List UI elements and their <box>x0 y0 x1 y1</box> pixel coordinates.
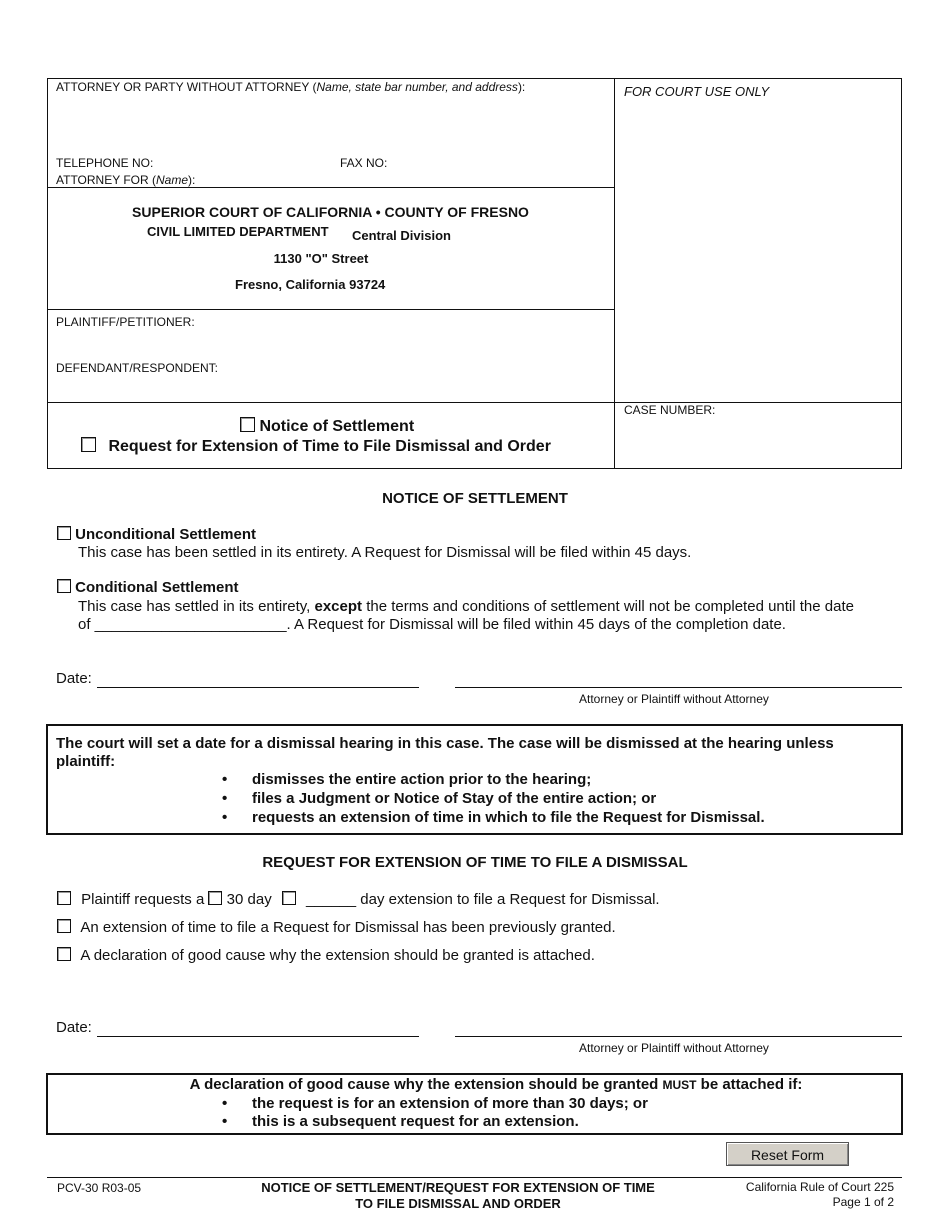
plaintiff-requests-checkbox[interactable] <box>57 891 71 905</box>
footer-rule <box>47 1177 902 1178</box>
unconditional-text: This case has been settled in its entirety. A Request for Dismissal will be filed within 45 days. <box>78 544 692 561</box>
thirty-day-checkbox[interactable] <box>208 891 222 905</box>
extension-line-2 <box>57 919 616 936</box>
extension-line-1 <box>57 891 660 908</box>
unconditional-checkbox[interactable] <box>57 526 71 540</box>
case-number-label: CASE NUMBER: <box>624 403 716 417</box>
extension-line-3 <box>57 947 595 964</box>
notice-heading: NOTICE OF SETTLEMENT <box>382 490 568 507</box>
fax-label: FAX NO: <box>340 156 388 170</box>
caption-rule-3 <box>47 402 902 403</box>
extension-line-1b: 30 day <box>226 891 272 908</box>
declaration-item: • this is a subsequent request for an extension. <box>222 1113 648 1131</box>
extension-line-3-text: A declaration of good cause why the extension should be granted is attached. <box>80 947 595 964</box>
footer-title-1: NOTICE OF SETTLEMENT/REQUEST FOR EXTENSION OF TIME <box>261 1180 655 1195</box>
division: Central Division <box>352 228 451 243</box>
department: CIVIL LIMITED DEPARTMENT <box>147 224 329 239</box>
court-info-intro: The court will set a date for a dismissal hearing in this case. The case will be dismissed at the hearing unless plaintiff: <box>56 735 834 770</box>
attorney-for-label: ATTORNEY FOR (Name): <box>56 173 196 187</box>
footer-page: Page 1 of 2 <box>832 1195 894 1209</box>
conditional-text-2: of _______________________. A Request for Dismissal will be filed within 45 days of the completion date. <box>78 616 786 633</box>
extension-signature-label: Attorney or Plaintiff without Attorney <box>579 1041 769 1055</box>
court-name: SUPERIOR COURT OF CALIFORNIA • COUNTY OF FRESNO <box>132 204 529 220</box>
extension-heading: REQUEST FOR EXTENSION OF TIME TO FILE A DISMISSAL <box>262 854 688 871</box>
notice-signature-label: Attorney or Plaintiff without Attorney <box>579 692 769 706</box>
caption-rule-1 <box>47 187 614 188</box>
notice-date-label: Date: <box>56 670 92 687</box>
extension-line-1a: Plaintiff requests a <box>81 891 205 908</box>
extension-signature-line[interactable] <box>455 1036 902 1037</box>
request-extension-checkbox[interactable] <box>81 437 96 452</box>
previously-granted-checkbox[interactable] <box>57 919 71 933</box>
court-use-label: FOR COURT USE ONLY <box>624 84 770 99</box>
conditional-row <box>57 579 239 596</box>
court-info-item: • dismisses the entire action prior to the hearing; <box>222 770 765 789</box>
extension-line-2-text: An extension of time to file a Request for Dismissal has been previously granted. <box>80 919 616 936</box>
reset-form-button[interactable]: Reset Form <box>726 1142 849 1166</box>
extension-line-1c: ______ day extension to file a Request for Dismissal. <box>306 891 660 908</box>
defendant-label: DEFENDANT/RESPONDENT: <box>56 361 219 375</box>
plaintiff-label: PLAINTIFF/PETITIONER: <box>56 315 195 329</box>
custom-day-checkbox[interactable] <box>282 891 296 905</box>
notice-date-line[interactable] <box>97 687 419 688</box>
telephone-label: TELEPHONE NO: <box>56 156 154 170</box>
conditional-checkbox[interactable] <box>57 579 71 593</box>
court-info-item: • files a Judgment or Notice of Stay of the entire action; or <box>222 789 765 808</box>
court-street: 1130 "O" Street <box>273 251 369 266</box>
extension-date-line[interactable] <box>97 1036 419 1037</box>
footer-title-2: TO FILE DISMISSAL AND ORDER <box>355 1196 561 1211</box>
caption-box <box>47 78 902 469</box>
caption-divider <box>614 78 615 469</box>
title-notice: Notice of Settlement <box>259 418 415 435</box>
unconditional-row <box>57 526 256 543</box>
title-request: Request for Extension of Time to File Dismissal and Order <box>108 438 551 455</box>
declaration-intro: A declaration of good cause why the extension should be granted MUST be attached if: <box>189 1076 803 1093</box>
court-info-list <box>222 770 765 827</box>
declaration-list <box>222 1095 648 1131</box>
attorney-label: ATTORNEY OR PARTY WITHOUT ATTORNEY (Name, state bar number, and address): <box>56 80 526 94</box>
conditional-text-1: This case has settled in its entirety, except the terms and conditions of settlement will not be completed until the date <box>78 598 854 615</box>
title-notice-row <box>240 417 414 436</box>
conditional-title: Conditional Settlement <box>75 579 239 596</box>
form-id: PCV-30 R03-05 <box>57 1181 142 1195</box>
footer-rule-citation: California Rule of Court 225 <box>745 1180 894 1194</box>
notice-signature-line[interactable] <box>455 687 902 688</box>
notice-of-settlement-checkbox[interactable] <box>240 417 255 432</box>
title-request-row <box>81 437 551 456</box>
court-info-item: • requests an extension of time in which to file the Request for Dismissal. <box>222 808 765 827</box>
extension-date-label: Date: <box>56 1019 92 1036</box>
unconditional-title: Unconditional Settlement <box>75 526 257 543</box>
declaration-attached-checkbox[interactable] <box>57 947 71 961</box>
caption-rule-2 <box>47 309 614 310</box>
court-city: Fresno, California 93724 <box>235 277 386 292</box>
declaration-item: • the request is for an extension of more than 30 days; or <box>222 1095 648 1113</box>
